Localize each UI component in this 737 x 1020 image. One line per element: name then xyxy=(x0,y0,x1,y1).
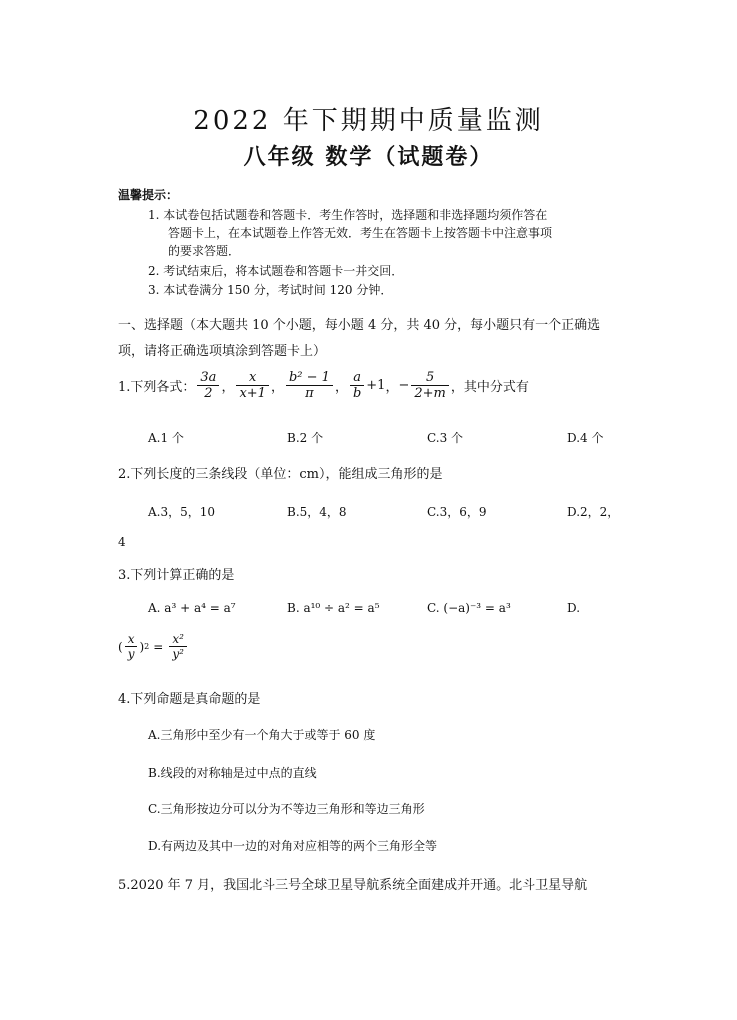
question-2: 2.下列长度的三条线段（单位：cm），能组成三角形的是 xyxy=(118,467,443,482)
exam-subtitle: 八年级 数学（试题卷） xyxy=(243,144,494,170)
q4-option-a: A.三角形中至少有一个角大于或等于 60 度 xyxy=(148,728,376,742)
q1-option-b: B.2 个 xyxy=(287,431,324,445)
notice-item-1-line-1: 1. 本试卷包括试题卷和答题卡．考生作答时，选择题和非选择题均须作答在 xyxy=(148,208,548,222)
q1-suffix: ，其中分式有 xyxy=(450,380,529,395)
q1-fraction-2: $\frac{x}{x+1}$ xyxy=(236,370,269,401)
q1-option-c: C.3 个 xyxy=(427,431,464,445)
notice-item-2: 2. 考试结束后，将本试题卷和答题卡一并交回． xyxy=(148,264,404,278)
q3-d-left-fraction: $\frac{x}{y}$ xyxy=(125,632,138,661)
question-5: 5.2020 年 7 月，我国北斗三号全球卫星导航系统全面建成并开通。北斗卫星导航 xyxy=(118,878,588,893)
notice-heading: 温馨提示： xyxy=(118,188,179,202)
q2-option-d: D.2，2， xyxy=(567,505,620,519)
q1-fraction-1: $\frac{3a}{2}$ xyxy=(197,370,219,401)
notice-item-3: 3. 本试卷满分 150 分，考试时间 120 分钟． xyxy=(148,283,393,297)
notice-item-1-line-2: 答题卡上，在本试题卷上作答无效．考生在答题卡上按答题卡中注意事项 xyxy=(168,226,553,240)
question-4: 4.下列命题是真命题的是 xyxy=(118,692,261,707)
q3-d-exponent: 2 xyxy=(144,642,150,651)
q1-fraction-3: $\frac{\text{b² − 1}}{\pi}$ xyxy=(286,370,333,401)
q1-fraction-4-tail: +1 xyxy=(366,378,386,393)
q1-fraction-5-sign: − xyxy=(398,378,410,393)
q3-option-b: B. a¹⁰ ÷ a² = a⁵ xyxy=(287,601,380,615)
q3-d-right-fraction: $\frac{\text{x²}}{\text{y²}}$ xyxy=(169,632,187,661)
q4-option-b: B.线段的对称轴是过中点的直线 xyxy=(148,766,317,780)
section-1-line-1: 一、选择题（本大题共 10 个小题，每小题 4 分，共 40 分，每小题只有一个正确选 xyxy=(118,318,601,333)
q1-fraction-4: $\frac{a}{b}$ xyxy=(350,370,364,401)
exam-title: 2022 年下期期中质量监测 xyxy=(193,106,544,136)
q3-option-c: C. (−a)⁻³ = a³ xyxy=(427,601,511,615)
q4-option-c: C.三角形按边分可以分为不等边三角形和等边三角形 xyxy=(148,802,425,816)
q3-option-d-expression: ( $\frac{x}{y}$ ) 2 = $\frac{\text{x²}}{\text{y²}}$ xyxy=(118,632,189,661)
q2-option-a: A.3，5，10 xyxy=(148,505,216,519)
q1-option-d: D.4 个 xyxy=(567,431,604,445)
q4-option-d: D.有两边及其中一边的对角对应相等的两个三角形全等 xyxy=(148,839,438,853)
section-1-line-2: 项，请将正确选项填涂到答题卡上） xyxy=(118,344,327,359)
q3-option-d-label: D. xyxy=(567,601,581,615)
q2-option-d-wrap: 4 xyxy=(118,535,126,549)
question-3: 3.下列计算正确的是 xyxy=(118,568,235,583)
q1-fraction-5: $\frac{5}{2+m}$ xyxy=(411,370,449,401)
q1-option-a: A.1 个 xyxy=(148,431,184,445)
q3-option-a: A. a³ + a⁴ = a⁷ xyxy=(148,601,236,615)
question-1: 1.下列各式： $\frac{3a}{2}$ ， $\frac{x}{x+1}$ ， $\frac{\text{b² − 1}}{\pi}$ ， $\frac{a}{b}$ +1 ， − $\frac{5}{2+m}$ ，其中分式有 xyxy=(118,370,529,401)
q2-option-c: C.3，6，9 xyxy=(427,505,487,519)
q1-prefix: 1.下列各式： xyxy=(118,380,196,395)
notice-item-1-line-3: 的要求答题． xyxy=(168,244,241,258)
q2-option-b: B.5，4，8 xyxy=(287,505,347,519)
